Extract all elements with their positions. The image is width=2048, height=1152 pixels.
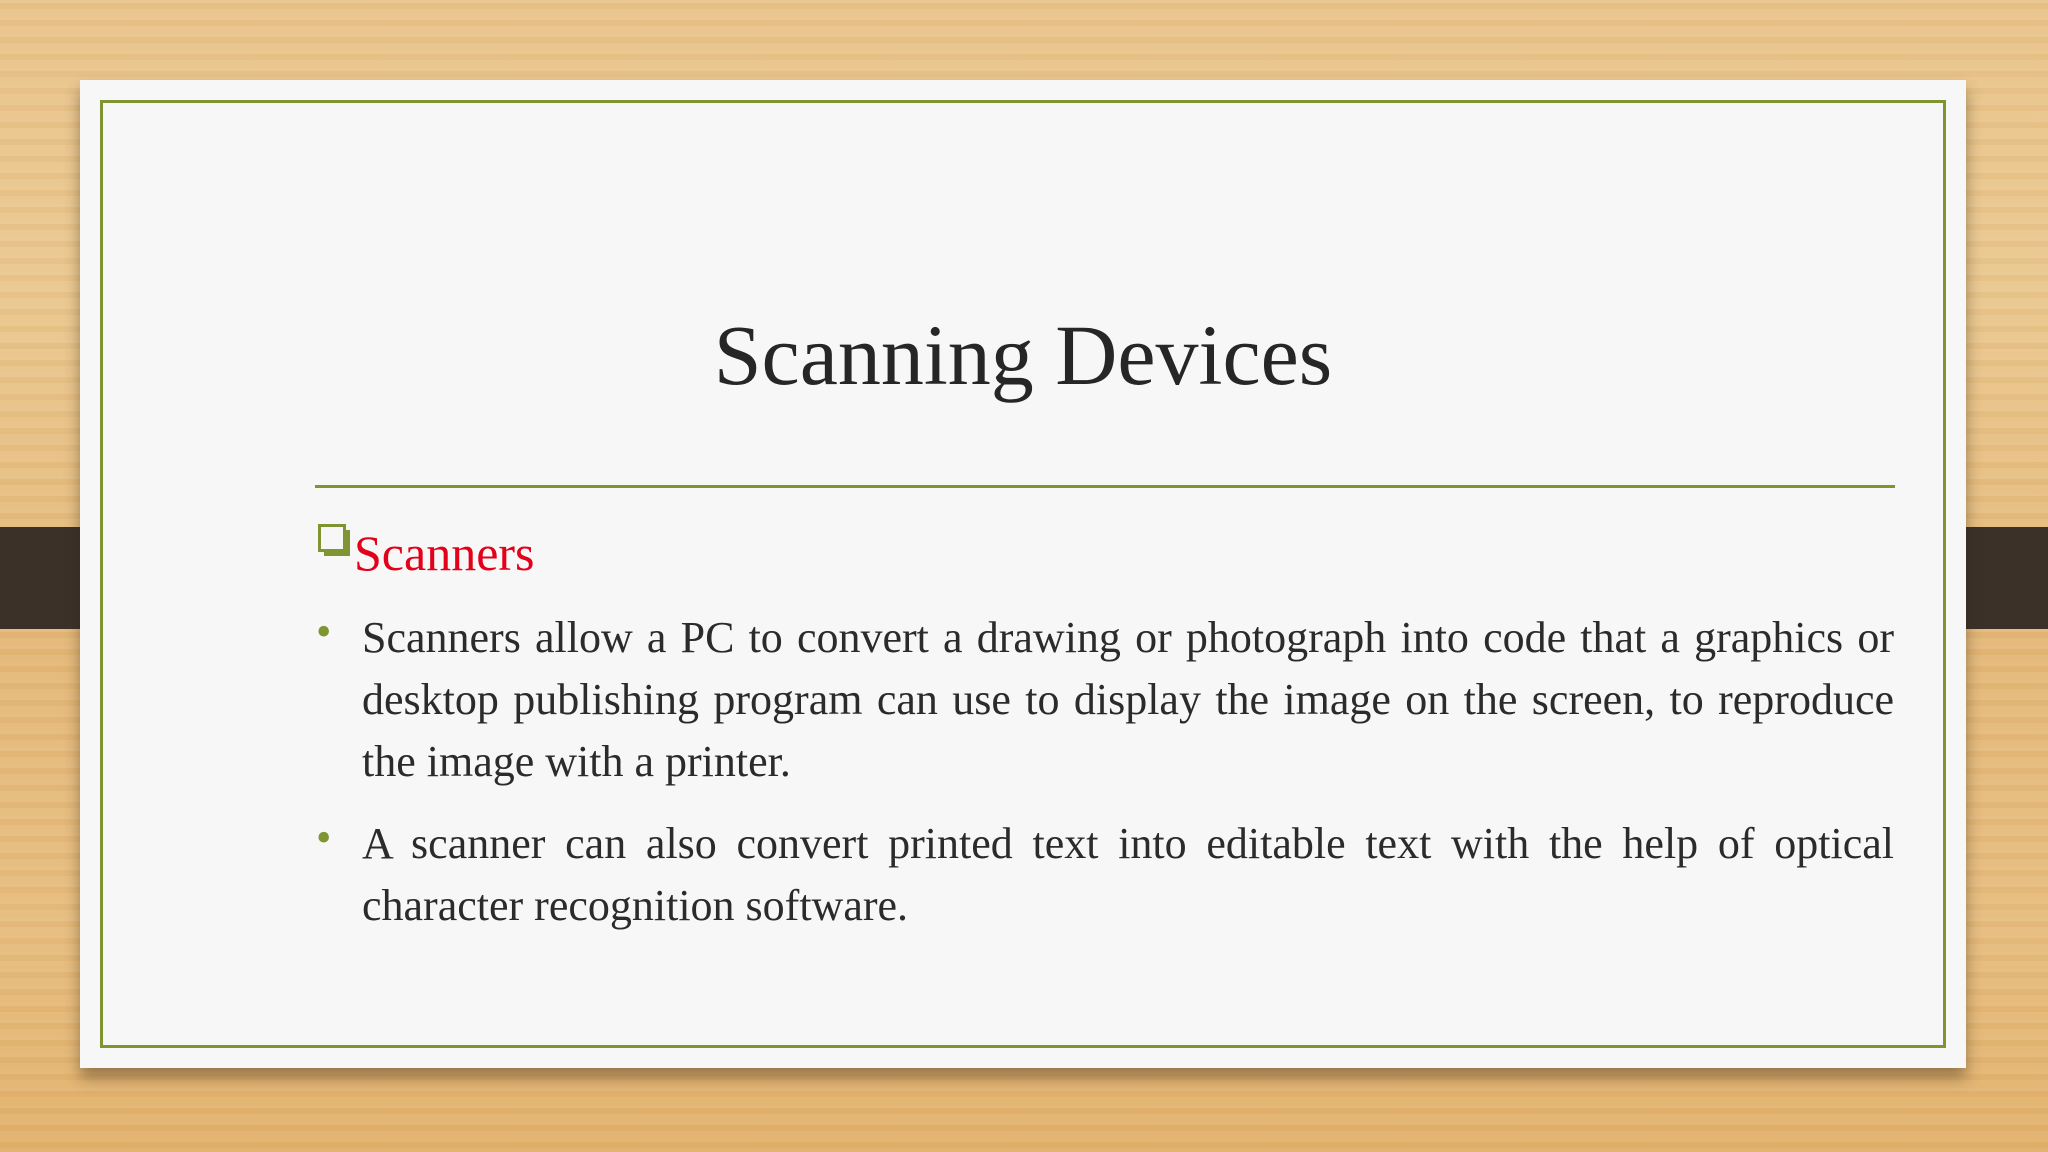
title-divider — [315, 485, 1895, 488]
section-label: Scanners — [354, 525, 535, 581]
bullet-dot-icon: • — [316, 607, 332, 656]
bullet-text: Scanners allow a PC to convert a drawing or photograph into code that a graphics or desktop publishing program can use to display the image on the screen, to reproduce the image with a printer. — [362, 613, 1894, 786]
bullet-text: A scanner can also convert printed text into editable text with the help of optical character recognition software. — [362, 819, 1894, 930]
bullet-item — [316, 813, 1894, 937]
bullet-item — [316, 607, 1894, 793]
slide-title: Scanning Devices — [713, 307, 1333, 403]
bullet-list — [316, 607, 1894, 957]
checkbox-square-icon — [318, 524, 350, 556]
section-heading — [318, 520, 535, 581]
bullet-dot-icon: • — [316, 813, 332, 862]
slide — [80, 80, 1966, 1068]
